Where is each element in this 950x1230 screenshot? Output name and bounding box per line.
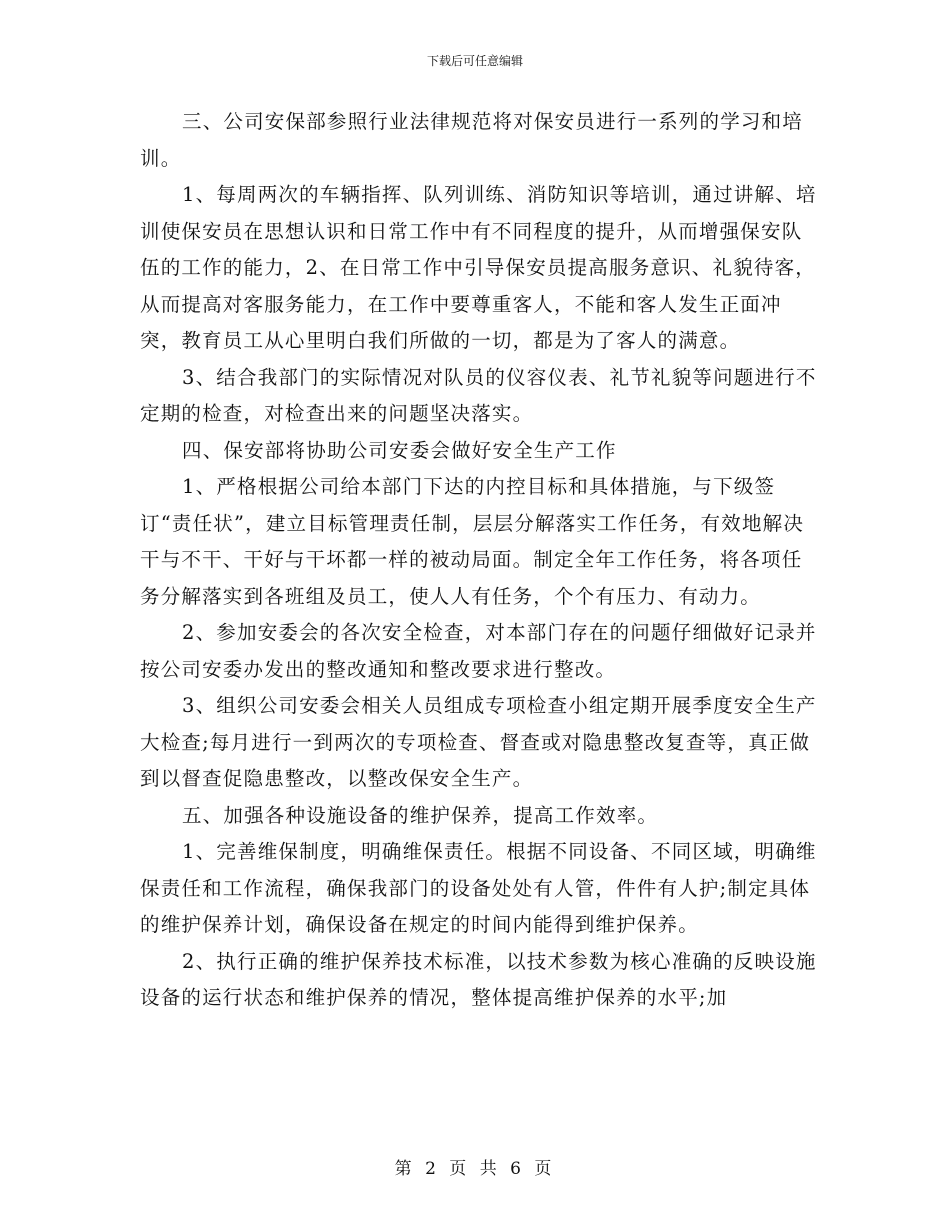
page-header: 下载后可任意编辑 [426,54,523,68]
page-number-footer: 第 2 页 共 6 页 [394,1159,556,1179]
paragraph-maintenance-1: 1、完善维保制度，明确维保责任。根据不同设备、不同区域，明确维保责任和工作流程，确保我部门的设备处处有人管，件件有人护;制定具体的维护保养计划，确保设备在规定的时间内能得到维护保养。 [140,840,817,936]
paragraph-safety-1: 1、严格根据公司给本部门下达的内控目标和具体措施，与下级签订“责任状”，建立目标管理责任制，层层分解落实工作任务，有效地解决干与不干、干好与干坏都一样的被动局面。制定全年工作任务，将各项任务分解落实到各班组及员工，使人人有任务，个个有压力、有动力。 [140,475,805,608]
paragraph-section-4-heading: 四、保安部将协助公司安委会做好安全生产工作 [182,438,617,462]
paragraph-section-3-heading: 三、公司安保部参照行业法律规范将对保安员进行一系列的学习和培训。 [140,110,804,170]
paragraph-training-3: 3、结合我部门的实际情况对队员的仪容仪表、礼节礼貌等问题进行不定期的检查，对检查出来的问题坚决落实。 [140,365,817,425]
paragraph-safety-2: 2、参加安委会的各次安全检查，对本部门存在的问题仔细做好记录并按公司安委办发出的整改通知和整改要求进行整改。 [140,621,817,681]
paragraph-section-5-heading: 五、加强各种设施设备的维护保养，提高工作效率。 [182,803,659,827]
paragraph-maintenance-2: 2、执行正确的维护保养技术标准，以技术参数为核心准确的反映设施设备的运行状态和维护保养的情况，整体提高维护保养的水平;加 [140,949,817,1009]
document-body [140,104,820,1017]
paragraph-training-1: 1、每周两次的车辆指挥、队列训练、消防知识等培训，通过讲解、培训使保安员在思想认识和日常工作中有不同程度的提升，从而增强保安队伍的工作的能力，2、在日常工作中引导保安员提高服务意识、礼貌待客，从而提高对客服务能力，在工作中要尊重客人，不能和客人发生正面冲突，教育员工从心里明白我们所做的一切，都是为了客人的满意。 [140,183,817,352]
paragraph-safety-3: 3、组织公司安委会相关人员组成专项检查小组定期开展季度安全生产大检查;每月进行一到两次的专项检查、督查或对隐患整改复查等，真正做到以督查促隐患整改，以整改保安全生产。 [140,694,817,790]
